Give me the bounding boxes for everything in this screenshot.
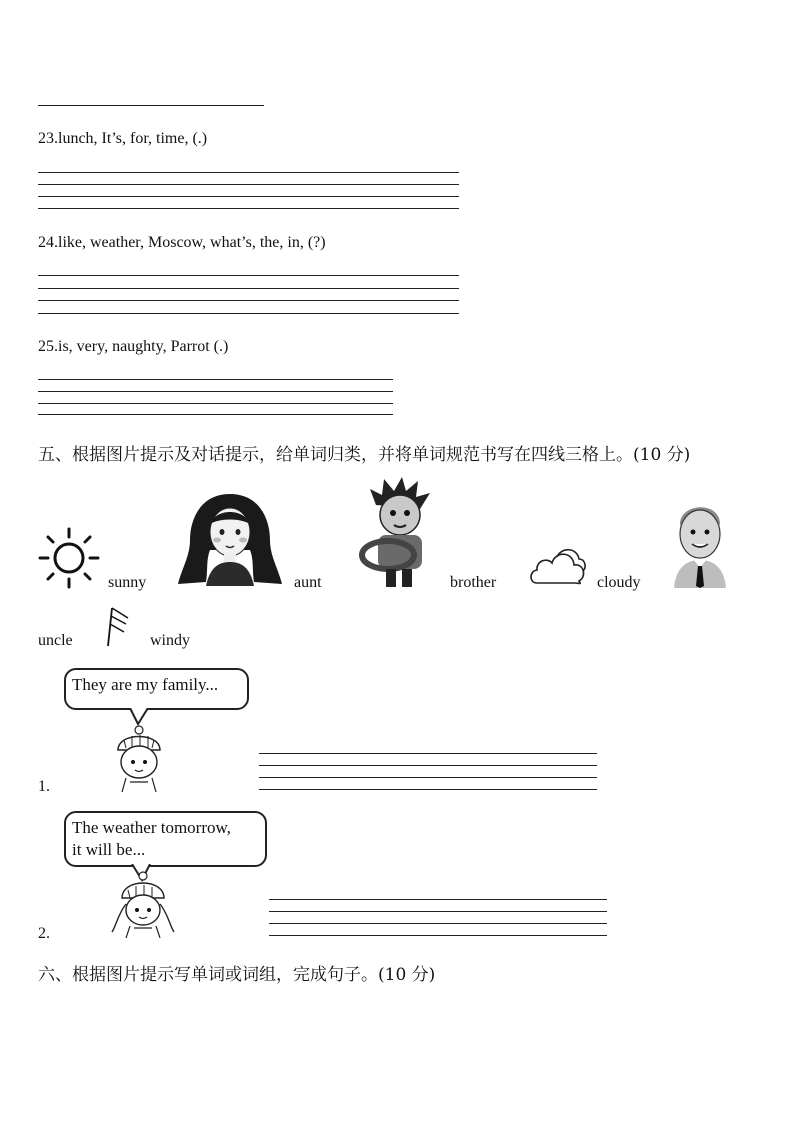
uncle-picture	[670, 496, 730, 588]
question-25: 25.is, very, naughty, Parrot (.)	[38, 338, 229, 355]
word-brother: brother	[450, 574, 497, 591]
speech-bubble-2	[64, 811, 267, 867]
bubble-2-line-1: The weather tomorrow,	[72, 818, 231, 837]
aunt-picture	[176, 490, 284, 588]
section-6-title: 六、根据图片提示写单词或词组，完成句子。(10 分)	[38, 965, 436, 985]
item-1-number: 1.	[38, 778, 50, 795]
item-2-number: 2.	[38, 925, 50, 942]
girl-picture	[108, 870, 178, 938]
word-windy: windy	[150, 632, 190, 649]
speech-bubble-1	[64, 668, 249, 710]
boy-picture	[112, 722, 166, 792]
brother-picture	[356, 475, 442, 589]
word-aunt: aunt	[294, 574, 322, 591]
sun-icon	[38, 527, 100, 589]
section-5-title: 五、根据图片提示及对话提示，给单词归类，并将单词规范书写在四线三格上。(10 分)	[38, 445, 691, 465]
question-24: 24.like, weather, Moscow, what’s, the, in, (?)	[38, 234, 326, 251]
word-cloudy: cloudy	[597, 574, 641, 591]
word-uncle: uncle	[38, 632, 73, 649]
answer-line	[38, 105, 264, 106]
cloud-icon	[527, 543, 589, 587]
bubble-1-text: They are my family...	[72, 675, 219, 694]
question-23: 23.lunch, It’s, for, time, (.)	[38, 130, 208, 147]
word-sunny: sunny	[108, 574, 147, 591]
windy-flag-icon	[104, 604, 140, 648]
bubble-2-line-2: it will be...	[72, 840, 146, 859]
